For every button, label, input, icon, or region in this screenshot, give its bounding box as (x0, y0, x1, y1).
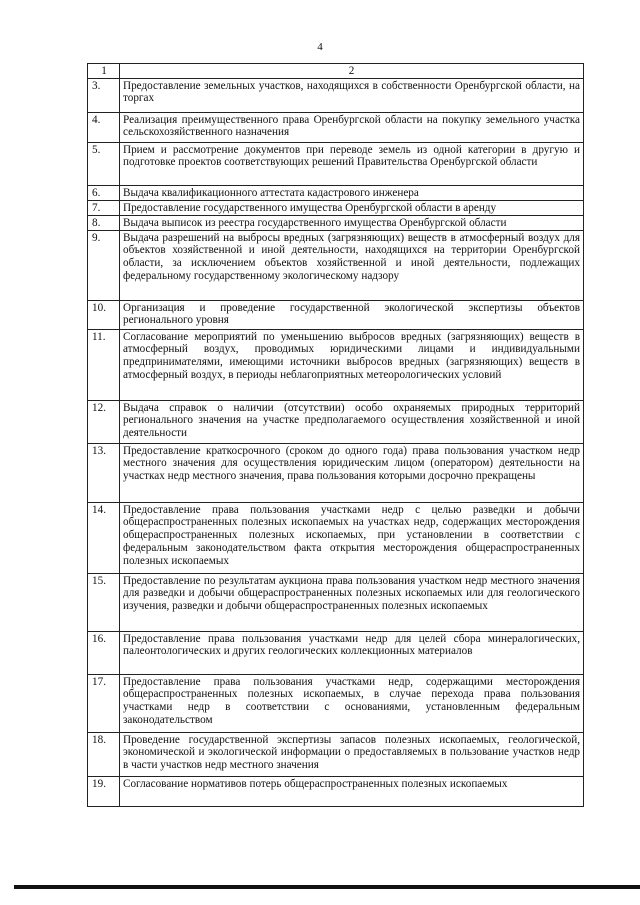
row-text: Организация и проведение государственной экологической экспертизы объектов регионального уровня (120, 300, 584, 329)
table-row (88, 215, 584, 230)
column-text-header: 2 (120, 64, 584, 79)
row-text: Предоставление по результатам аукциона права пользования участком недр местного значения для разведки и добычи общераспространенных полезных ископаемых или для геологического изучения, разведки и добычи общераспространенных полезных ископаемых (120, 573, 584, 631)
row-text: Предоставление права пользования участками недр, содержащими месторождения общераспространенных полезных ископаемых, в случае перехода права пользования участками недр в соответствии с основаниями, установленным федеральным законодательством (120, 674, 584, 732)
table-row (88, 502, 584, 573)
row-number: 17. (88, 674, 120, 732)
table-row (88, 300, 584, 329)
column-number-header: 1 (88, 64, 120, 79)
table-row (88, 732, 584, 776)
row-text: Предоставление права пользования участками недр для целей сбора минералогических, палеонтологических и других геологических коллекционных материалов (120, 631, 584, 674)
row-number: 10. (88, 300, 120, 329)
row-number: 18. (88, 732, 120, 776)
bottom-rule (14, 885, 640, 889)
row-text: Согласование мероприятий по уменьшению выбросов вредных (загрязняющих) веществ в атмосферный воздух, проводимых юридическими лицами и индивидуальными предпринимателями, имеющими источники выбросов вредных (загрязняющих) веществ в атмосферный воздух, в периоды неблагоприятных метеорологических условий (120, 329, 584, 400)
row-text: Выдача выписок из реестра государственного имущества Оренбургской области (120, 215, 584, 230)
row-number: 15. (88, 573, 120, 631)
table-row (88, 112, 584, 142)
row-number: 13. (88, 443, 120, 502)
row-number: 12. (88, 400, 120, 443)
page-number: 4 (317, 41, 323, 53)
table-header-row (88, 64, 584, 79)
table-row (88, 776, 584, 806)
row-number: 8. (88, 215, 120, 230)
row-number: 7. (88, 200, 120, 215)
row-text: Выдача квалификационного аттестата кадастрового инженера (120, 185, 584, 200)
row-text: Реализация преимущественного права Оренбургской области на покупку земельного участка сельскохозяйственного назначения (120, 112, 584, 142)
table-row (88, 400, 584, 443)
table-row (88, 230, 584, 300)
row-text: Предоставление государственного имущества Оренбургской области в аренду (120, 200, 584, 215)
table-row (88, 443, 584, 502)
row-text: Проведение государственной экспертизы запасов полезных ископаемых, геологической, экономической и экологической информации о предоставляемых в пользование участков недр в части участков недр местного значения (120, 732, 584, 776)
table-row (88, 674, 584, 732)
row-text: Выдача разрешений на выбросы вредных (загрязняющих) веществ в атмосферный воздух для объектов хозяйственной и иной деятельности, находящихся на территории Оренбургской области, за исключением объектов хозяйственной и иной деятельности, подлежащих федеральному государственному экологическому надзору (120, 230, 584, 300)
row-text: Согласование нормативов потерь общераспространенных полезных ископаемых (120, 776, 584, 806)
table-row (88, 142, 584, 185)
row-number: 19. (88, 776, 120, 806)
table-row (88, 78, 584, 112)
row-number: 6. (88, 185, 120, 200)
row-text: Предоставление земельных участков, находящихся в собственности Оренбургской области, на торгах (120, 78, 584, 112)
row-number: 4. (88, 112, 120, 142)
row-number: 5. (88, 142, 120, 185)
row-text: Выдача справок о наличии (отсутствии) особо охраняемых природных территорий регионального значения на участке предполагаемого осуществления хозяйственной и иной деятельности (120, 400, 584, 443)
table-row (88, 185, 584, 200)
row-text: Прием и рассмотрение документов при переводе земель из одной категории в другую и подготовке проектов соответствующих решений Правительства Оренбургской области (120, 142, 584, 185)
row-number: 9. (88, 230, 120, 300)
table-row (88, 573, 584, 631)
row-number: 16. (88, 631, 120, 674)
row-number: 14. (88, 502, 120, 573)
row-text: Предоставление права пользования участками недр с целью разведки и добычи общераспространенных полезных ископаемых на участках недр, содержащих месторождения общераспространенных полезных ископаемых, при установлении в соответствии с федеральным законодательством факта открытия месторождения общераспространенных полезных ископаемых (120, 502, 584, 573)
row-number: 11. (88, 329, 120, 400)
table-row (88, 631, 584, 674)
table-row (88, 329, 584, 400)
row-text: Предоставление краткосрочного (сроком до одного года) права пользования участком недр местного значения для осуществления юридическим лицом (оператором) деятельности на участках недр местного значения, права пользования которыми досрочно прекращены (120, 443, 584, 502)
services-table (87, 63, 584, 807)
table-row (88, 200, 584, 215)
row-number: 3. (88, 78, 120, 112)
